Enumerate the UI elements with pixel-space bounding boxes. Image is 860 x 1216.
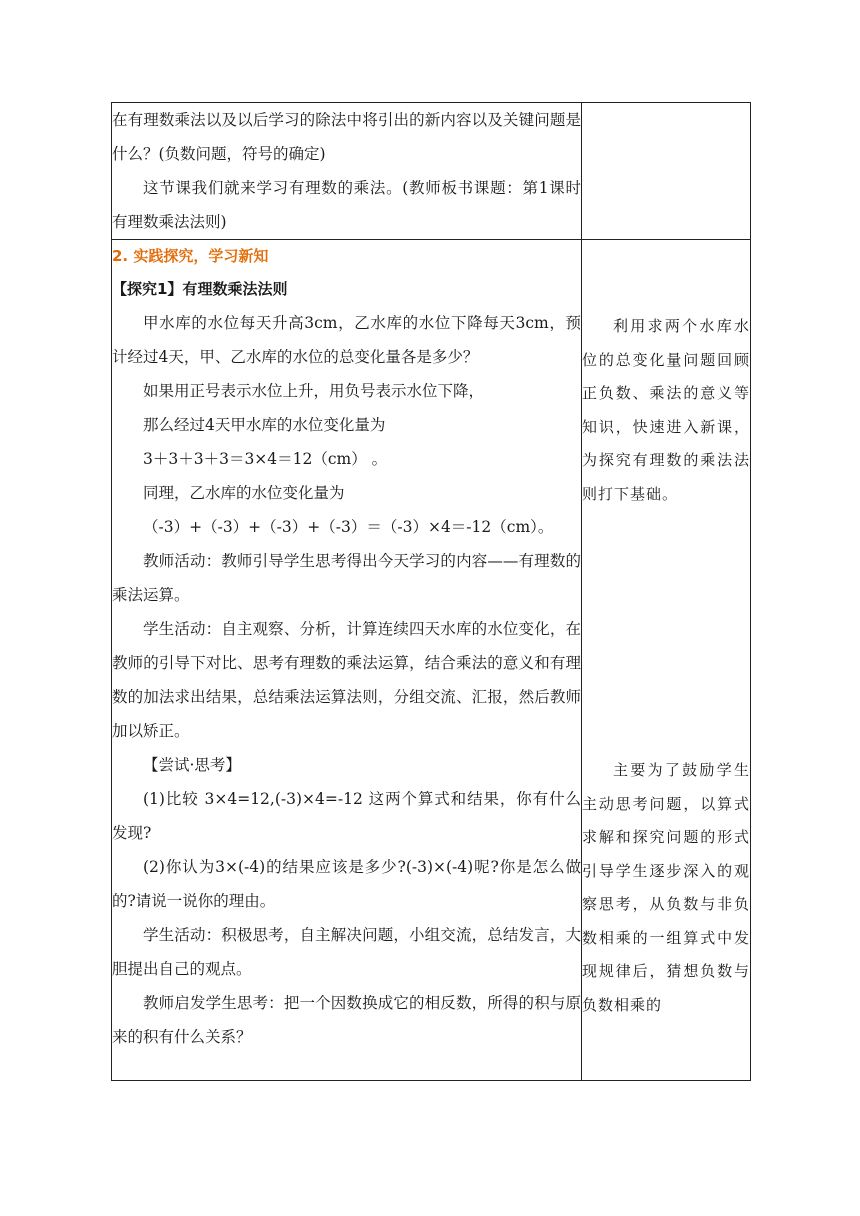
subsection-title: 【探究1】有理数乘法法则 <box>112 280 288 298</box>
note-cell <box>582 240 751 1081</box>
content-cell <box>112 103 597 240</box>
paragraph: 学生活动：积极思考，自主解决问题，小组交流，总结发言，大胆提出自己的观点。 <box>112 926 581 978</box>
paragraph: 教师活动：教师引导学生思考得出今天学习的内容——有理数的乘法运算。 <box>112 552 581 604</box>
paragraph: 教师启发学生思考：把一个因数换成它的相反数，所得的积与原来的积有什么关系？ <box>112 994 581 1046</box>
formula-line: （-3）+（-3）+（-3）+（-3）＝（-3）×4＝-12（cm）。 <box>143 518 554 536</box>
paragraph: 那么经过4天甲水库的水位变化量为 <box>143 416 386 434</box>
lesson-plan-table <box>111 102 751 1081</box>
content-cell <box>112 240 582 1081</box>
paragraph: 学生活动：自主观察、分析，计算连续四天水库的水位变化，在教师的引导下对比、思考有理数的乘法运算，结合乘法的意义和有理数的加法求出结果，总结乘法运算法则，分组交流、汇报，然后教师加以矫正。 <box>112 620 581 740</box>
paragraph: 这节课我们就来学习有理数的乘法。(教师板书课题：第1课时 有理数乘法法则) <box>112 179 597 231</box>
design-note: 利用求两个水库水位的总变化量问题回顾正负数、乘法的意义等知识，快速进入新课，为探究有理数的乘法法则打下基础。 <box>582 317 750 503</box>
table-row <box>112 103 751 240</box>
formula-line: 3＋3＋3＋3＝3×4＝12（cm） 。 <box>143 450 388 468</box>
paragraph: 甲水库的水位每天升高3cm，乙水库的水位下降每天3cm，预计经过4天，甲、乙水库的水位的总变化量各是多少？ <box>112 314 581 366</box>
question: (2)你认为3×(-4)的结果应该是多少?(-3)×(-4)呢?你是怎么做的?请说一说你的理由。 <box>112 858 581 910</box>
paragraph: 同理，乙水库的水位变化量为 <box>143 484 345 502</box>
note-cell-empty <box>582 103 751 240</box>
paragraph: 如果用正号表示水位上升，用负号表示水位下降， <box>143 382 485 400</box>
paragraph: 在有理数乘法以及以后学习的除法中将引出的新内容以及关键问题是什么？(负数问题，符号的确定) <box>112 111 581 163</box>
subheading: 【尝试·思考】 <box>143 756 241 774</box>
table-row <box>112 240 751 1081</box>
design-note: 主要为了鼓励学生主动思考问题，以算式求解和探究问题的形式引导学生逐步深入的观察思考，从负数与非负数相乘的一组算式中发现规律后，猜想负数与负数相乘的 <box>582 761 750 1014</box>
question: (1)比较 3×4=12,(-3)×4=-12 这两个算式和结果，你有什么发现? <box>112 790 581 842</box>
section-title: 2. 实践探究，学习新知 <box>112 247 269 265</box>
